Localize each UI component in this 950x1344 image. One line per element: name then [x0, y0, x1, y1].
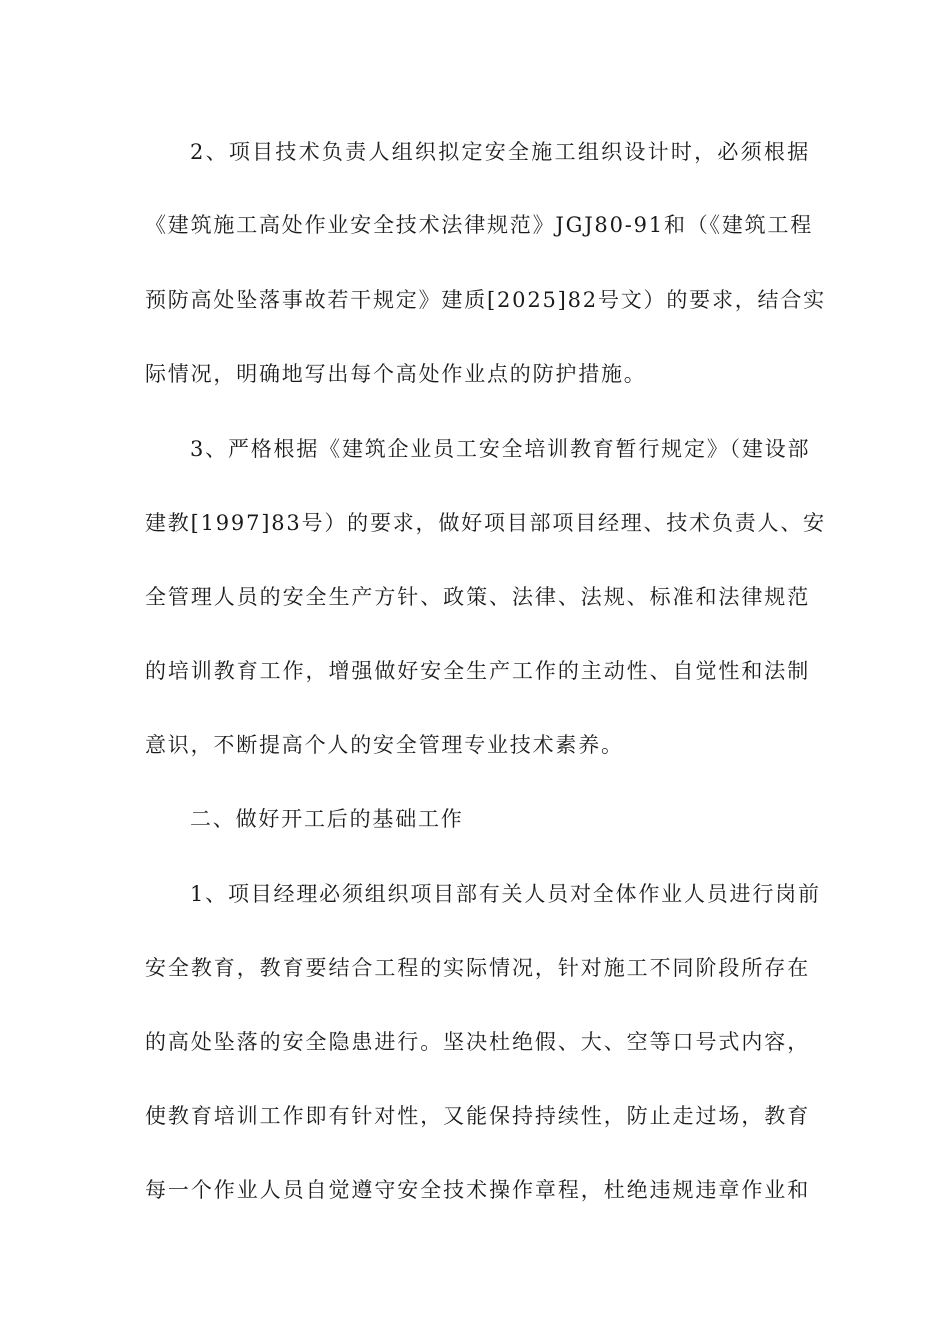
paragraph-line: 2、项目技术负责人组织拟定安全施工组织设计时，必须根据: [190, 140, 810, 164]
paragraph-line: 《建筑施工高处作业安全技术法律规范》JGJ80-91和（《建筑工程: [145, 213, 814, 237]
paragraph-line: 全管理人员的安全生产方针、政策、法律、法规、标准和法律规范: [145, 585, 810, 609]
paragraph-line: 建教[1997]83号）的要求，做好项目部项目经理、技术负责人、安: [145, 511, 826, 535]
paragraph-line: 际情况，明确地写出每个高处作业点的防护措施。: [145, 362, 647, 386]
paragraph-line: 使教育培训工作即有针对性，又能保持持续性，防止走过场，教育: [145, 1104, 810, 1128]
paragraph-line: 安全教育，教育要结合工程的实际情况，针对施工不同阶段所存在: [145, 956, 810, 980]
paragraph-line: 3、严格根据《建筑企业员工安全培训教育暂行规定》（建设部: [190, 437, 811, 461]
section-heading: 二、做好开工后的基础工作: [190, 807, 464, 831]
paragraph-line: 每一个作业人员自觉遵守安全技术操作章程，杜绝违规违章作业和: [145, 1178, 810, 1202]
paragraph-line: 1、项目经理必须组织项目部有关人员对全体作业人员进行岗前: [190, 882, 821, 906]
paragraph-line: 预防高处坠落事故若干规定》建质[2025]82号文）的要求，结合实: [145, 288, 826, 312]
paragraph-line: 的高处坠落的安全隐患进行。坚决杜绝假、大、空等口号式内容，: [145, 1030, 810, 1054]
paragraph-line: 的培训教育工作，增强做好安全生产工作的主动性、自觉性和法制: [145, 659, 810, 683]
paragraph-line: 意识，不断提高个人的安全管理专业技术素养。: [145, 733, 624, 757]
